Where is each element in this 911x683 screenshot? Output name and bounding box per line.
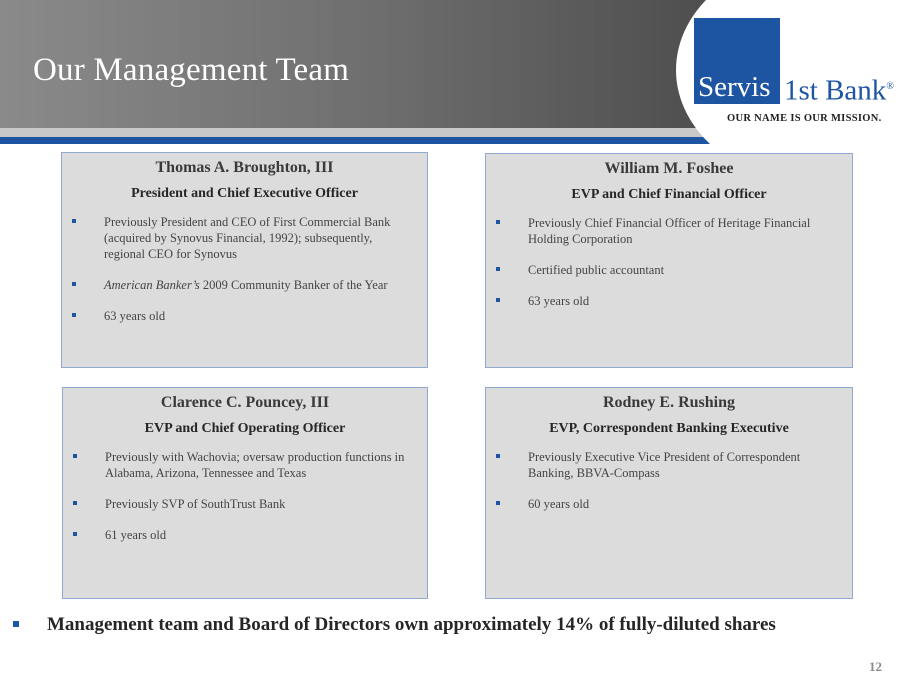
bullet-square-icon [496, 220, 500, 224]
profile-name: William M. Foshee [604, 160, 734, 177]
profile-card-rushing [485, 387, 853, 599]
list-item: American Banker’s 2009 Community Banker of the Year [62, 277, 427, 293]
bullet-square-icon [73, 501, 77, 505]
bullet-square-icon [13, 621, 19, 627]
bullet-square-icon [72, 219, 76, 223]
profile-card-foshee [485, 153, 853, 368]
list-item: Previously SVP of SouthTrust Bank [63, 496, 427, 512]
list-item: Previously with Wachovia; oversaw production functions in Alabama, Arizona, Tennessee and Texas [63, 449, 427, 481]
list-item: 63 years old [62, 308, 427, 324]
profile-name: Rodney E. Rushing [602, 394, 736, 411]
profile-name: Thomas A. Broughton, III [155, 159, 334, 176]
logo-registered-mark: ® [886, 81, 894, 92]
page-number: 12 [869, 659, 882, 674]
logo-text-secondary: 1st Bank® [784, 74, 894, 107]
page-title: Our Management Team [33, 52, 350, 88]
bullet-square-icon [496, 267, 500, 271]
publication-name: American Banker’s [104, 278, 200, 292]
profile-card-pouncey [62, 387, 428, 599]
bullet-square-icon [73, 454, 77, 458]
profile-role: EVP and Chief Financial Officer [571, 187, 767, 202]
profile-role: EVP and Chief Operating Officer [144, 421, 346, 436]
list-item: Previously Chief Financial Officer of Heritage Financial Holding Corporation [486, 215, 852, 247]
ownership-statement: Management team and Board of Directors own approximately 14% of fully-diluted shares [47, 614, 776, 635]
list-item: 63 years old [486, 293, 852, 309]
list-item: Certified public accountant [486, 262, 852, 278]
bullet-square-icon [496, 454, 500, 458]
profile-bullets [486, 449, 852, 512]
bullet-square-icon [496, 298, 500, 302]
list-item: 61 years old [63, 527, 427, 543]
logo-tagline: OUR NAME IS OUR MISSION. [727, 113, 882, 124]
list-item: Previously President and CEO of First Commercial Bank (acquired by Synovus Financial, 1992); subsequently, regional CEO for Synovus [62, 214, 427, 262]
logo-text-primary: Servis [698, 71, 771, 103]
profile-role: President and Chief Executive Officer [131, 186, 358, 201]
list-item: Previously Executive Vice President of Correspondent Banking, BBVA-Compass [486, 449, 852, 481]
profile-name: Clarence C. Pouncey, III [160, 394, 330, 411]
list-item: 60 years old [486, 496, 852, 512]
bullet-square-icon [72, 282, 76, 286]
profile-bullets [62, 214, 427, 324]
profile-role: EVP, Correspondent Banking Executive [549, 421, 789, 436]
profile-bullets [486, 215, 852, 309]
bullet-square-icon [72, 313, 76, 317]
profile-card-broughton [61, 152, 428, 368]
bullet-square-icon [73, 532, 77, 536]
bullet-square-icon [496, 501, 500, 505]
profile-bullets [63, 449, 427, 543]
